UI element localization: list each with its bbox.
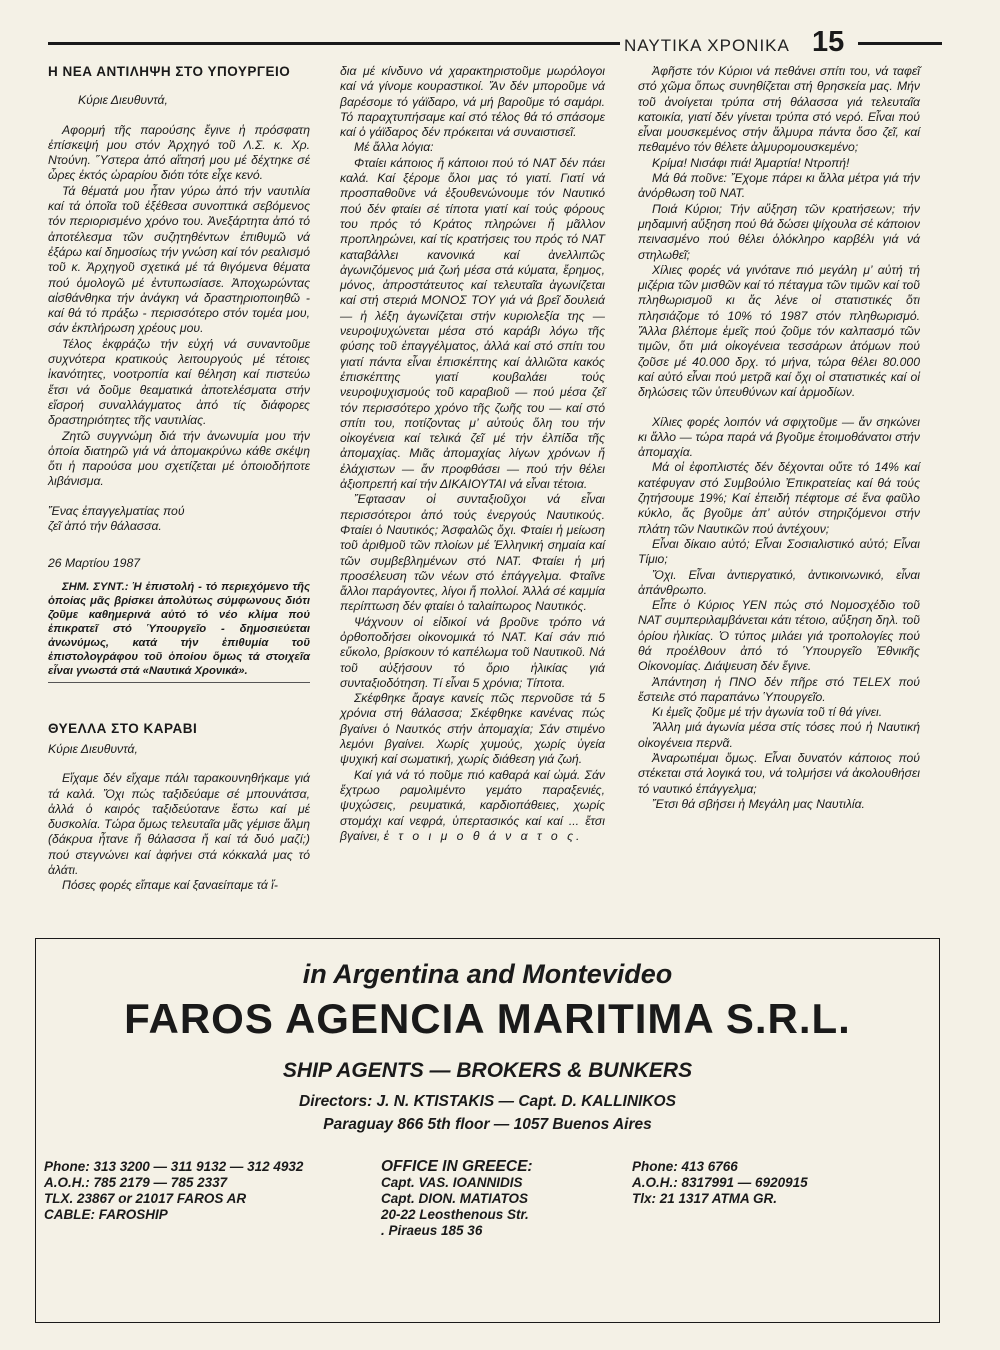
- article2-title: ΘΥΕΛΛΑ ΣΤΟ ΚΑΡΑΒΙ: [48, 720, 198, 736]
- ad-greece-phones: [632, 1159, 932, 1207]
- article2-paragraph: Ὄχι. Εἶναι ἀντιεργατικό, ἀντικοινωνικό, εἶναι ἀπάνθρωπο.: [638, 567, 920, 597]
- publication-name: ΝΑΥΤΙΚΑ ΧΡΟΝΙΚΑ: [624, 36, 790, 55]
- article2-paragraph: Ποιά Κύριοι; Τήν αὔξηση τῶν κρατήσεων; τήν μηδαμινή αὔξηση πού θά δώσει ψίχουλα σέ κάποιον πεινασμένο πού θέλει ὁλόκληρο καρβέλι γιά νά στηλωθεῖ;: [638, 201, 920, 262]
- article2-paragraph: Κρίμα! Νισάφι πιά! Ἁμαρτία! Ντροπή!: [652, 155, 850, 170]
- editor-note: ΣΗΜ. ΣΥΝΤ.: Ἡ ἐπιστολή - τό περιεχόμενο τῆς ὁποίας μᾶς βρίσκει ἀπολύτως σύμφωνους διότι ζοῦμε καθημερινά αὐτό τό νέο κλίμα πού ἐπικρατεῖ στό Ὑπουργεῖο - δημοσιεύεται ἀνωνύμως, κατά τήν ἐπιθυμία τοῦ ἐπιστολογράφου τοῦ ὁποίου ὅμως τά στοιχεῖα εἶναι γνωστά στά «Ναυτικά Χρονικά».: [48, 580, 310, 677]
- article2-paragraph-text: Καί γιά νά τό ποῦμε πιό καθαρά καί ὠμά. Σάν ἔχτρωο ραμολιμέντο γεμάτο παραξενιές, ψυχώσεις, ρευματικά, καρδιοπάθειες, χωρίς στομάχι καί νεφρά, ὑπερτασικός καί καί ... ἔτσι βγαίνει,: [340, 767, 605, 843]
- ad-greece-title: OFFICE IN GREECE:: [381, 1158, 533, 1175]
- emphasized-word: ἑ τ ο ι μ ο θ ά ν α τ ο ς.: [383, 828, 583, 843]
- ad-location-line: in Argentina and Montevideo: [302, 959, 673, 989]
- article1-paragraph: Τέλος ἐκφράζω τήν εὐχή νά συναντοῦμε συχνότερα κρατικούς λειτουργούς μέ τέτοιες ἱκανότητες, νοοτροπία καί θέληση καί πιστεύω ἔτσι νά δοῦμε θεαματικά ἀποτελέσματα στήν εἴσροή συναλλάγματος ἀπό τίς διάφορες δραστηριότητες τῆς ναυτιλίας.: [48, 336, 310, 428]
- article2-paragraph: Κι ἐμεῖς ζοῦμε μέ τήν ἀγωνία τοῦ τί θά γίνει.: [652, 705, 883, 720]
- article1-paragraph: Τά θέματά μου ἦταν γύρω ἀπό τήν ναυτιλία καί τά ὁποῖα τοῦ ἐξέθεσα συνοπτικά σεβόμενος τόν περιορισμένο χρόνο του. Ἀνεξάρτητα ἀπό τό ἀποτέλεσμα τῶν συζητηθέντων ἐπιθυμῶ νά ἐξάρω καί δημοσίως τήν γνώση καί τόν ρεαλισμό τοῦ κ. Ἀρχηγοῦ σχετικά μέ τά θιγόμενα θέματα πού ὁμολογῶ μέ ἐντυπωσίασε. Ἀποχωρώντας αἰσθάνθηκα τήν ἀνάγκη νά δραστηριοποιηθῶ - καί θά τό πράξω - περισσότερο στόν τομέα μου, σάν ἐκπλήρωση χρέους μου.: [48, 183, 310, 336]
- ad-company-name: FAROS AGENCIA MARITIMA S.R.L.: [124, 995, 851, 1042]
- article2-paragraph: Ψάχνουν οἱ εἰδικοί νά βροῦνε τρόπο νά ὀρθοποδήσει οἰκονομικά τό ΝΑΤ. Καί σάν πιό εὔκολο, βρίσκουν τό καπέλωμα τοῦ Ναυτικοῦ. Νά τοῦ αὐξήσουν τό ὅριο ἡλικίας γιά συνταξιοδότηση. Τί εἶναι 5 χρόνια; Τίποτα.: [340, 614, 605, 690]
- article2-paragraph: Εἶπε ὁ Κύριος ΥΕΝ πώς στό Νομοσχέδιο τοῦ ΝΑΤ συμπεριλαμβάνεται κάτι τέτοιο, αὔξηση δηλ. τοῦ ὁρίου ἡλικίας. Ὁ τύπος μιλάει γιά τροπολογίες πού θά προέλθουν ἀπό τό Ὑπουργεῖο Ἐθνικῆς Οἰκονομίας. Διάψευση δέν ἔγινε.: [638, 598, 920, 674]
- ad-argentina-contacts: [44, 1159, 364, 1223]
- signature-line: ζεῖ ἀπό τήν θάλασσα.: [48, 519, 162, 534]
- article1-paragraph: Αφορμή τῆς παρούσης ἔγινε ἡ πρόσφατη ἐπίσκεψή μου στόν Ἀρχηγό τοῦ Λ.Σ. κ. Χρ. Ντούνη. Ὕστερα ἀπό αἴτησή μου μέ δέχτηκε σέ ὧρες ἐκτός ὡραρίου διότι τότε εἶχε κενό.: [48, 122, 310, 183]
- ad-contact-line: Phone: 413 6766: [632, 1159, 738, 1174]
- letter-date: 26 Μαρτίου 1987: [48, 556, 141, 571]
- ad-contact-line: Capt. DION. MATIATOS: [381, 1191, 528, 1206]
- article1-title: Η ΝΕΑ ΑΝΤΙΛΗΨΗ ΣΤΟ ΥΠΟΥΡΓΕΙΟ: [48, 64, 291, 79]
- ad-contact-line: A.O.H.: 8317991 — 6920915: [632, 1175, 808, 1190]
- ad-directors: Directors: J. N. KTISTAKIS — Capt. D. KALLINIKOS: [299, 1093, 676, 1110]
- article2-paragraph: Εἶναι δίκαιο αὐτό; Εἶναι Σοσιαλιστικό αὐτό; Εἶναι Τίμιο;: [638, 536, 920, 567]
- header-rule-left: [48, 42, 620, 45]
- article2-paragraph: Ἔτσι θά σβήσει ἡ Μεγάλη μας Ναυτιλία.: [652, 796, 865, 811]
- ad-contact-line: 20-22 Leosthenous Str.: [381, 1207, 529, 1222]
- article2-paragraph: [340, 768, 605, 844]
- ad-contact-line: Phone: 313 3200 — 311 9132 — 312 4932: [44, 1159, 304, 1174]
- article2-paragraph: Χίλιες φορές λοιπόν νά σφιχτοῦμε — ἄν σηκώνει κι ἄλλο — τώρα παρά νά βγοῦμε ἑτοιμοθάνατοι στήν ἀπομαχία.: [638, 414, 920, 460]
- article1-salutation: Κύριε Διευθυντά,: [78, 93, 168, 108]
- article1-paragraph: Ζητῶ συγγνώμη διά τήν ἀνωνυμία μου τήν ὁποία διατηρῶ γιά νά ἀπομακρύνω κάθε σκέψη ὅτι ἡ παρούσα μου σχετίζεται μέ ὁποιοδήποτε λιβάνισμα.: [48, 428, 310, 489]
- article2-paragraph: Σκέφθηκε ἄραγε κανείς πῶς περνοῦσε τά 5 χρόνια στή θάλασσα; Σκέφθηκε κανένας πώς βγαίνει ὁ Ναυτκός στήν ἀπομαχία; Σάν στιμένο λεμόνι βγαίνει. Χωρίς χυμούς, χωρίς ὑγεία ψυχική καί σωματική, χωρίς διάθεση γιά ζωή.: [340, 691, 605, 767]
- ad-contact-line: Capt. VAS. IOANNIDIS: [381, 1175, 523, 1190]
- article2-paragraph: Ἀναρωτιέμαι ὅμως. Εἶναι δυνατόν κάποιος πού στέκεται στά λογικά του, νά τολμήσει νά ἀκολουθήσει τό ναυτικό ἐπάγγελμα;: [638, 751, 920, 796]
- column-2: [340, 64, 605, 844]
- page-number: 15: [812, 26, 845, 58]
- column-3: [638, 64, 920, 812]
- ad-contact-line: CABLE: FAROSHIP: [44, 1207, 168, 1222]
- article2-paragraph: δια μέ κίνδυνο νά χαρακτηριστοῦμε μωρόλογοι καί νά γίνομε κουραστικοί. Ἄν δέν μποροῦμε νά βαρέσομε τό γάϊδαρο, νά μή βαροῦμε τό σαμάρι. Τό παραχτυπήσαμε καί στό τέλος θά τό σπάσομε καί ὁ γάϊδαρος δέν πρόκειται νά συναιστισεῖ.: [340, 64, 605, 140]
- advertisement-box: [35, 938, 940, 1323]
- article2-paragraph: Μά θά ποῦνε: Ἔχομε πάρει κι ἄλλα μέτρα γιά τήν ἀνόρθωση τοῦ ΝΑΤ.: [638, 171, 920, 201]
- column-1: [48, 64, 310, 894]
- article2-paragraph: Ἄλλη μιά ἀγωνία μέσα στίς τόσες πού ἡ Ναυτική οἰκογένεια περνᾶ.: [638, 720, 920, 750]
- ad-contact-line: . Piraeus 185 36: [381, 1223, 483, 1238]
- signature-line: Ἕνας ἐπαγγελματίας πού: [48, 503, 185, 518]
- article2-paragraph: Χίλιες φορές νά γινότανε πιό μεγάλη μ’ αὐτή τή μιζέρια τῶν μισθῶν καί τό πέταγμα τῶν τιμῶν καί τοῦ πληθωρισμοῦ κι ἄς λένε οἱ στατιστικές ὅτι πλησιάζομε τό 10% τό 1987 στόν πληθωρισμό. Ἄλλα βλέπομε ἐμεῖς πού ζοῦμε τόν καλπασμό τῶν τιμῶν, ὅτι μιά οἰκογένεια τεσσάρων ἀτόμων πού ζοῦσε μέ 40.000 δρχ. τό μήνα, τώρα θέλει 80.000 καί αὐτό εἶναι πού μετρᾶ καί ὄχι οἱ στατιστικές καί οἱ δηλώσεις τῶν ὑπευθύνων καί ἁρμοδίων.: [638, 262, 920, 400]
- ad-address: Paraguay 866 5th floor — 1057 Buenos Aires: [323, 1116, 652, 1133]
- ad-contact-line: Tlx: 21 1317 ATMA GR.: [632, 1191, 778, 1206]
- article2-paragraph: Πόσες φορές εἴπαμε καί ξαναείπαμε τά ἴ-: [62, 878, 278, 893]
- ad-services: SHIP AGENTS — BROKERS & BUNKERS: [282, 1059, 693, 1082]
- article2-paragraph: Ἔφτασαν οἱ συνταξιοῦχοι νά εἶναι περισσότεροι ἀπό τούς ἐνεργούς Ναυτικούς. Φταίει ὁ Ναυτικός; Ἀσφαλῶς ὄχι. Φταίει ἡ μείωση τοῦ ἀριθμοῦ τῶν πλοίων μέ Ἑλληνική σημαία καί τῶν συμβεβλημένων στό ΝΑΤ. Φταίει ἡ μή προσέλευση τῶν νέων στό ἐπάγγελμα. Φταῖνε ἄλλοι παράγοντες, λίγοι ἤ πολλοί. Ἀλλά σέ καμμία περίπτωση δέν φταίει ὁ ταλαίπωρος Ναυτικός.: [340, 492, 605, 614]
- article2-paragraph: Εἴχαμε δέν εἴχαμε πάλι ταρακουνηθήκαμε γιά τά καλά. Ὄχι πώς ταξιδεύαμε σέ μπουνάτσα, ἀλλά ὁ καιρός ταξιδεύοτανε ἔστω καί μέ δυσκολία. Τώρα ὅμως τελευταῖα μᾶς γέμισε ἅλμη (δάκρυα ἦτανε ἤ θάλασσα ἤ καί τά δυό μαζί;) πού στεγνώνει καί ἀφήνει στά κόκκαλά μας τό ἁλάτι.: [48, 771, 310, 877]
- ad-contact-line: A.O.H.: 785 2179 — 785 2337: [44, 1175, 228, 1190]
- article2-paragraph: Ἀφῆστε τόν Κύριοι νά πεθάνει σπίτι του, νά ταφεῖ στό χῶμα ὅπως συνηθίζεται στή θρησκεία μας. Μήν τοῦ ἀνοίγεται τρύπα στή θάλασσα γιά τελευταῖα κατοικία, γιατί δέν γίνεται τρύπα στό νερό. Εἶναι πού εἶναι μουσκεμένος στήν ἅλμυρα πάντα ὅσο ζεῖ, καί πεθαμένο τόν θέλετε ἁλμυρομουσκεμένο;: [638, 64, 920, 155]
- article2-salutation: Κύριε Διευθυντά,: [48, 741, 138, 756]
- article2-paragraph: Μά οἱ ἐφοπλιστές δέν δέχονται οὔτε τό 14% καί κατέφυγαν στό Συμβούλιο Ἐπικρατείας καί θά τούς ζητήσουμε 19%; Καί ἐπειδή πέφτομε σέ ἕνα φαῦλο κύκλο, ἄς βγοῦμε ἀπ’ αὐτόν στηριζόμενοι στήν πλάτη τῶν Ναυτικῶν πού ἀντέχουν;: [638, 460, 920, 536]
- header-rule-right: [858, 42, 942, 45]
- ad-greece-office: [381, 1159, 631, 1239]
- article2-paragraph: Μέ ἄλλα λόγια:: [354, 140, 434, 155]
- ad-contact-line: TLX. 23867 or 21017 FAROS AR: [44, 1191, 247, 1206]
- article2-paragraph: Ἀπάντηση ἡ ΠΝΟ δέν πῆρε στό TELEX πού ἔστειλε στό παραπάνω Ὑπουργεῖο.: [638, 674, 920, 704]
- article2-paragraph: Φταίει κάποιος ἤ κάποιοι πού τό ΝΑΤ δέν πάει καλά. Καί ξέρομε ὅλοι μας τό γιατί. Γιατί νά προσπαθοῦνε νά ἐξουθενώνουμε τόν Ναυτικό πού δέν φταίει σέ τίποτα γιατί καί τούς φόρους του πρός τό Κράτος πληρώνει ἤ μᾶλλον προπληρώνει, καί τίς κρατήσεις του πρός τό ΝΑΤ καταβάλλει κανονικά καί ἀνελλιπῶς ἀγωνιζόμενος μιά ζωή μέσα στά κύματα, ἔρημος, μόνος, ἀπροστάτευτος καί τελευταῖα ἀγωνίζεται καί στή στεριά ΜΟΝΟΣ ΤΟΥ γιά νά βρεῖ δουλειά — ἡ λέξη ἀγωνίζεται στήν κυριολεξία της — νευροψυχώνεται μέσα στό καράβι λόγω τῆς φύσης τοῦ ἐπαγγέλματος, ἀλλά καί στό σπίτι του γιατί πάντα εἶναι ἐπισκέπτης καί ἀλλιῶτα κακός ἐπισκέπτης γιατί κουβαλάει τούς νευροψυχισμούς τοῦ καραβιοῦ — πού μέσα ζεῖ τόν περισσότερο χρόνο τῆς ζωῆς του — καί στό σπίτι του, ποτίζοντας μ’ αὐτούς ὅλη του τήν οἰκογένεια καί τελικά ζεῖ μέ τήν ἐλπίδα τῆς ἀπομαχίας. Μιᾶς ἀπομαχίας λίγων χρόνων ἤ ἐλάχιστων — ἄν προφθάσει — πού τήν θέλει ἀξιοπρεπή καί τήν ΔΙΚΑΙΟΥΤΑΙ νά εἶναι τέτοια.: [340, 155, 605, 492]
